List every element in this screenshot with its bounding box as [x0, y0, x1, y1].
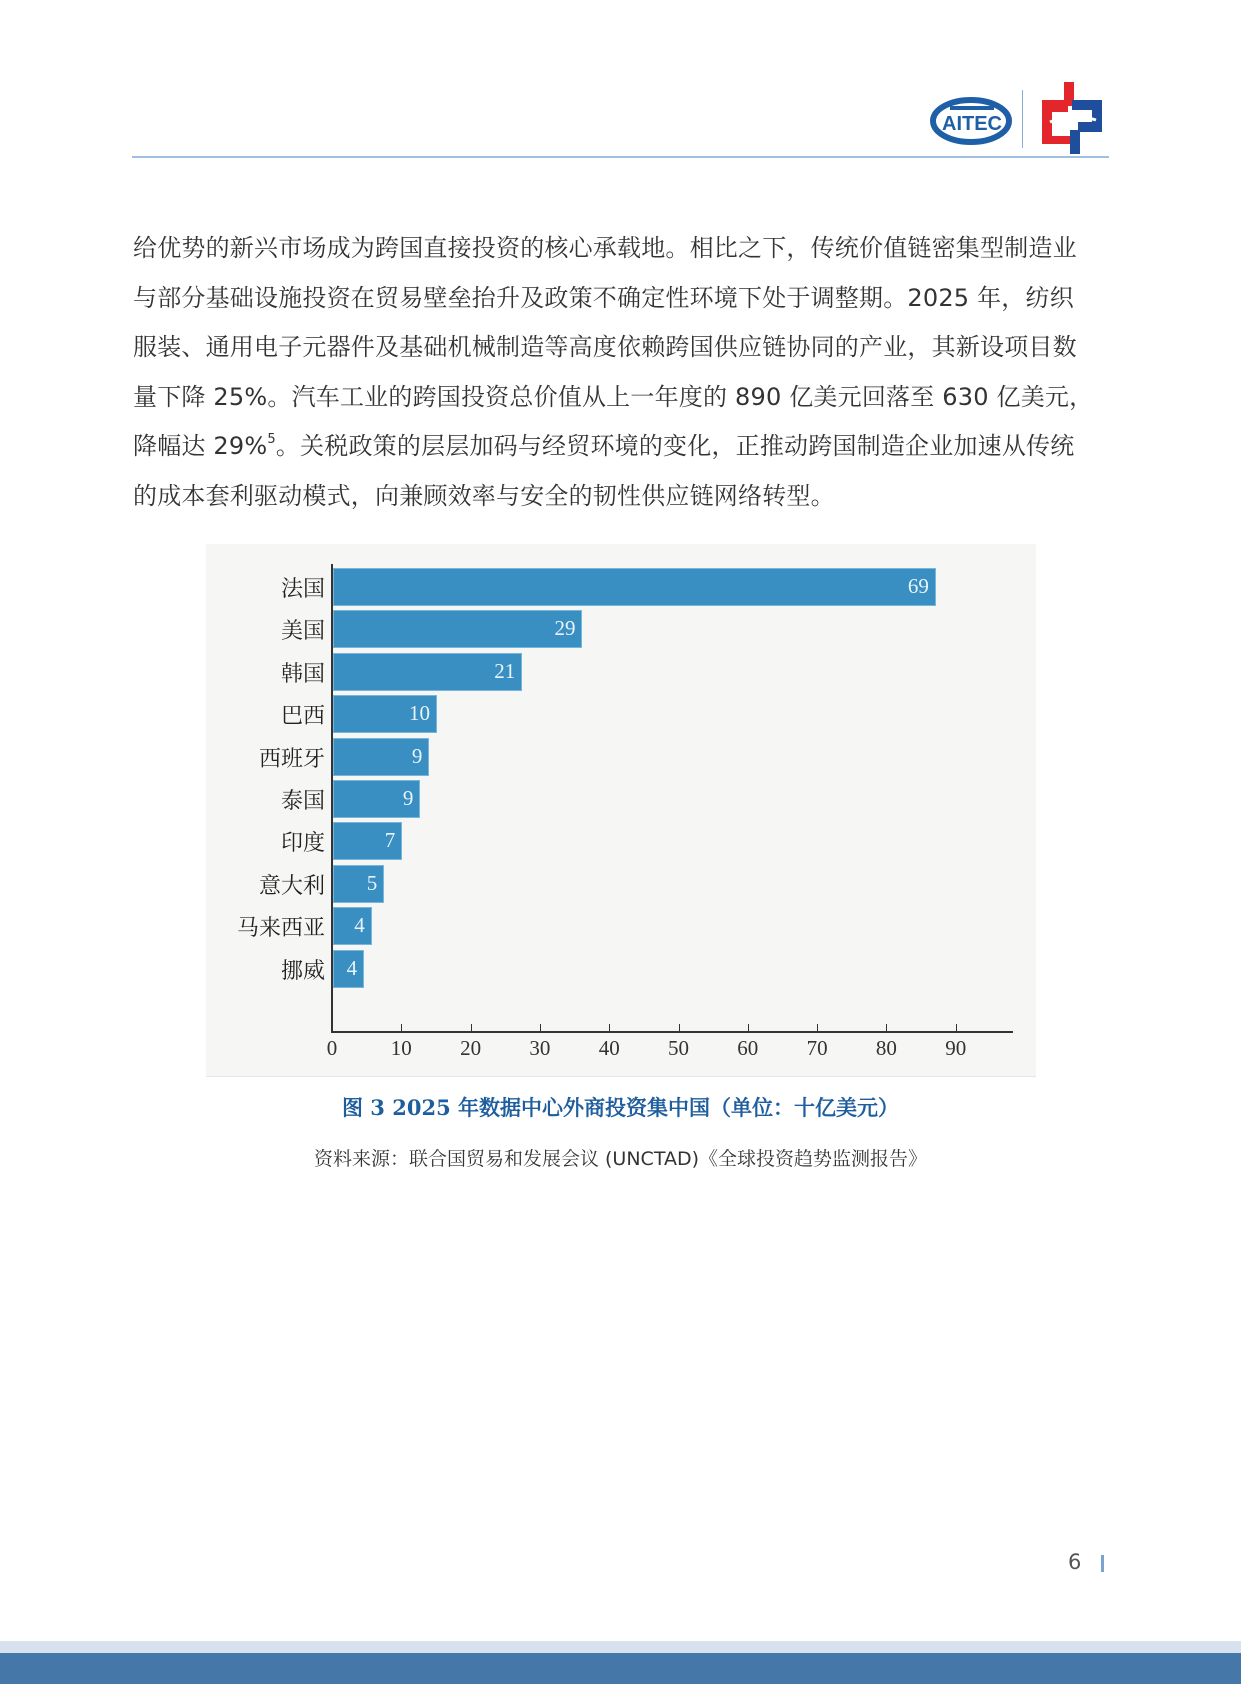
bar-value-label: 29	[554, 616, 576, 641]
category-label: 印度	[280, 831, 325, 857]
bar-row	[280, 780, 420, 820]
bar	[333, 780, 420, 818]
body-line: 与部分基础设施投资在贸易壁垒抬升及政策不确定性环境下处于调整期。2025 年，纺织	[133, 283, 1074, 312]
x-axis	[331, 1031, 1013, 1033]
bar-value-label: 5	[366, 870, 378, 895]
bar-row	[236, 907, 372, 947]
x-tick	[748, 1024, 749, 1032]
bar-value-label: 4	[354, 913, 365, 938]
page-marker	[1101, 1555, 1104, 1572]
y-axis	[331, 564, 333, 1032]
x-tick-label: 0	[326, 1036, 338, 1060]
x-tick	[679, 1024, 680, 1032]
x-tick	[886, 1024, 887, 1032]
category-label: 美国	[280, 619, 325, 645]
x-tick	[471, 1024, 472, 1032]
bar-value-label: 7	[384, 828, 396, 853]
bar-row	[258, 738, 429, 778]
bar-row	[280, 653, 522, 693]
x-tick-label: 30	[529, 1036, 551, 1060]
x-tick-label: 70	[806, 1036, 828, 1060]
aitec-logo	[930, 96, 1012, 146]
bar-value-label: 10	[408, 701, 430, 726]
category-label: 法国	[280, 577, 325, 602]
x-tick-label: 20	[460, 1036, 482, 1060]
category-label: 意大利	[258, 873, 325, 899]
bar-value-label: 9	[411, 743, 423, 768]
bar	[333, 610, 582, 648]
body-line: 的成本套利驱动模式，向兼顾效率与安全的韧性供应链网络转型。	[133, 481, 835, 510]
category-label: 韩国	[280, 661, 325, 687]
bar	[333, 568, 936, 606]
x-tick-label: 10	[390, 1036, 412, 1060]
header-rule	[132, 156, 1109, 158]
body-line: 量下降 25%。汽车工业的跨国投资总价值从上一年度的 890 亿美元回落至 630 亿美元，	[133, 382, 1094, 411]
body-line: 给优势的新兴市场成为跨国直接投资的核心承载地。相比之下，传统价值链密集型制造业	[133, 234, 1077, 262]
footer-band-light	[0, 1641, 1241, 1653]
x-tick-label: 60	[737, 1036, 759, 1060]
category-label: 挪威	[280, 958, 325, 984]
bar-row	[280, 695, 437, 735]
bar	[333, 907, 372, 945]
category-label: 巴西	[280, 704, 325, 730]
bar	[333, 695, 437, 733]
x-tick	[540, 1024, 541, 1032]
bar-value-label: 21	[494, 658, 516, 683]
category-label: 马来西亚	[236, 916, 325, 942]
chart-border	[206, 1076, 1036, 1077]
bar-value-label: 4	[346, 955, 358, 980]
bar-row	[280, 822, 402, 862]
bar-row	[280, 950, 364, 990]
bar	[333, 865, 384, 903]
bar-row	[258, 865, 384, 905]
bar	[333, 653, 522, 691]
partner-logo	[1038, 82, 1106, 154]
x-tick-label: 90	[945, 1036, 967, 1060]
bar	[333, 738, 429, 776]
x-tick	[401, 1024, 402, 1032]
svg-text:AITEC: AITEC	[942, 113, 1002, 135]
bar-row	[280, 568, 936, 608]
x-tick-label: 40	[598, 1036, 620, 1060]
logo-divider	[1022, 90, 1023, 148]
footnote-ref[interactable]: 5	[267, 432, 276, 448]
bar-value-label: 9	[402, 786, 414, 810]
category-label: 西班牙	[258, 746, 325, 772]
bar	[333, 950, 364, 988]
body-paragraph	[133, 224, 1109, 522]
x-tick	[956, 1024, 957, 1032]
x-tick-label: 50	[668, 1036, 689, 1060]
x-tick	[817, 1024, 818, 1032]
bar	[333, 822, 402, 860]
body-line: 降幅达 29%$^5$。关税政策的层层加码与经贸环境的变化，正推动跨国制造企业加速从传统	[133, 432, 1075, 461]
x-tick	[609, 1024, 610, 1032]
page-number: 6	[1068, 1550, 1082, 1574]
body-line: 服装、通用电子元器件及基础机械制造等高度依赖跨国供应链协同的产业，其新设项目数	[133, 333, 1077, 362]
bar-row	[280, 610, 582, 650]
bar-value-label: 69	[907, 574, 929, 598]
x-tick-label: 80	[875, 1036, 897, 1060]
figure-caption: 图 3 2025 年数据中心外商投资集中国（单位：十亿美元）	[342, 1095, 899, 1120]
footer-band-dark	[0, 1653, 1241, 1684]
category-label: 泰国	[280, 789, 325, 814]
figure-source: 资料来源：联合国贸易和发展会议 (UNCTAD)《全球投资趋势监测报告》	[313, 1148, 927, 1170]
